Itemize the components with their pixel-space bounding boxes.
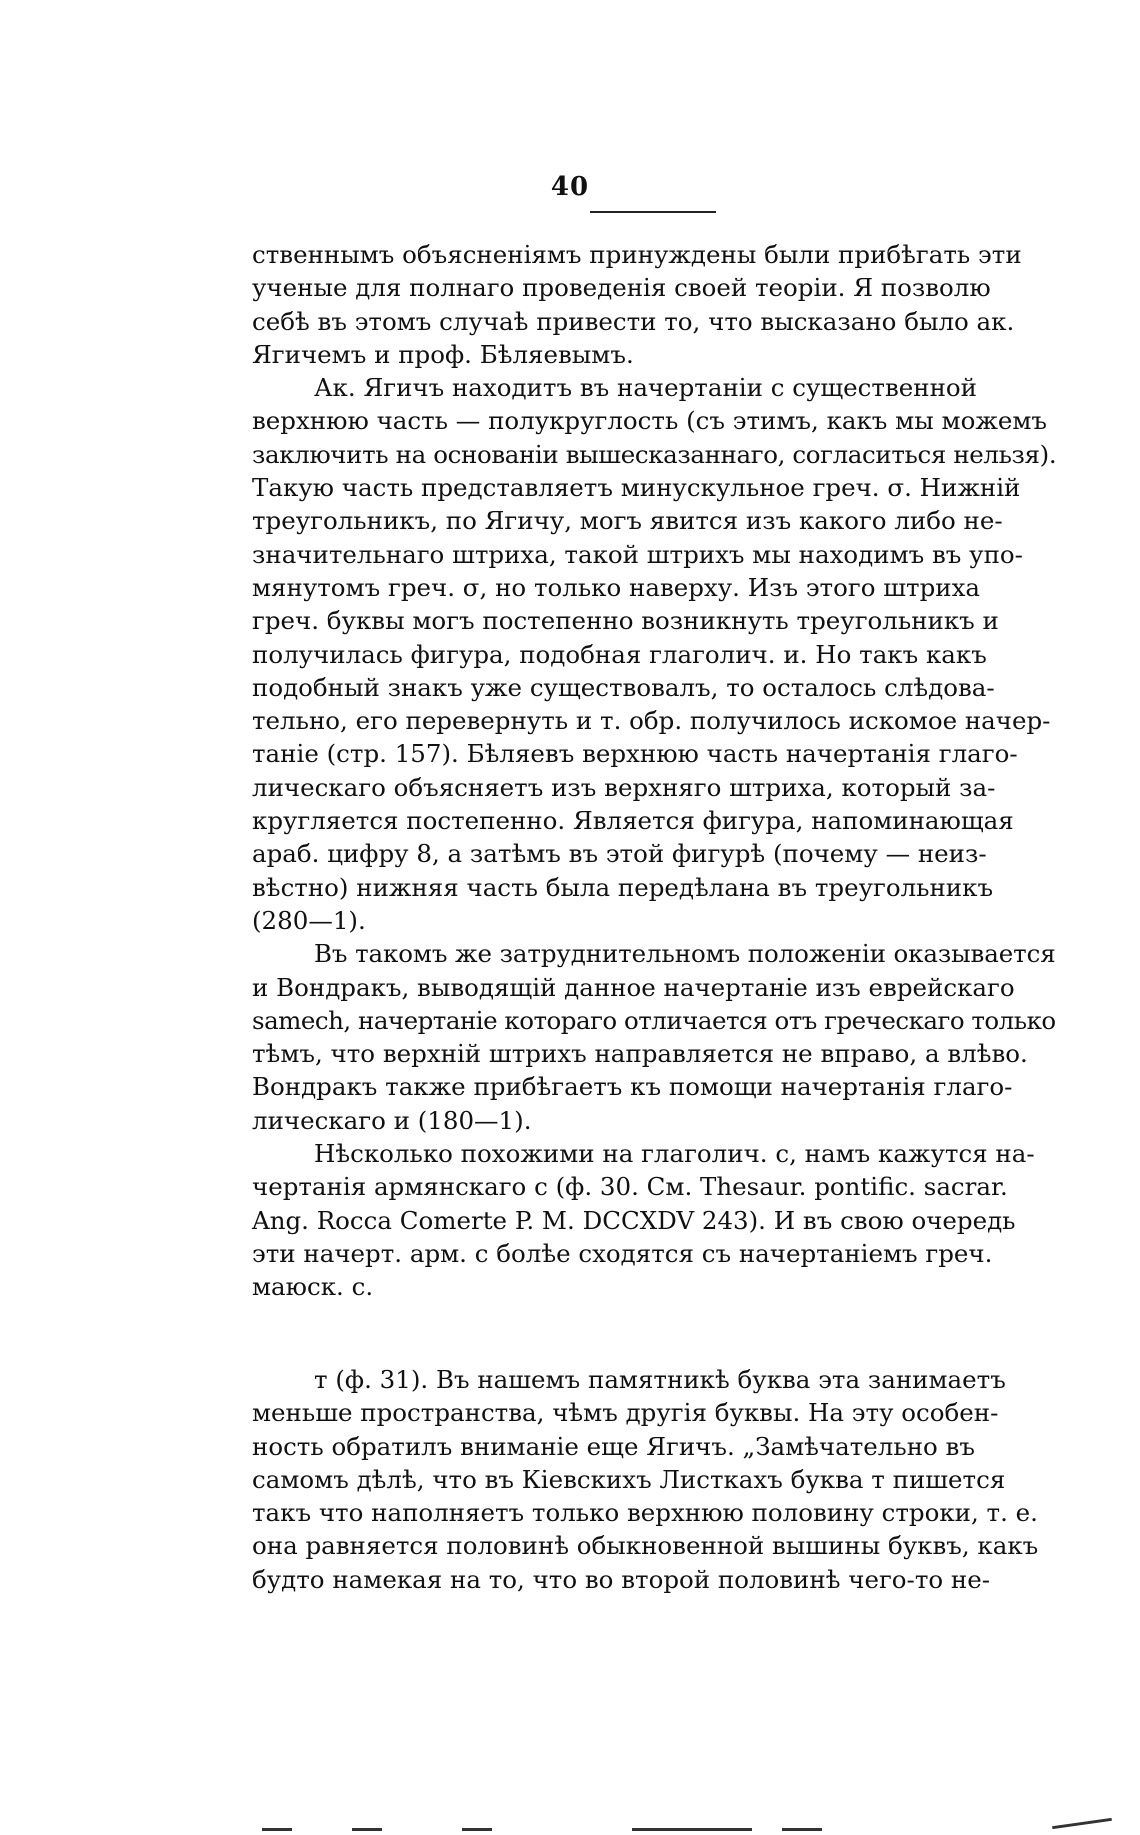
text-line: лическаго объясняетъ изъ верхняго штриха, который за- [252,772,996,802]
text-line: Въ такомъ же затруднительномъ положеніи оказывается [314,939,1056,969]
text-line: вѣстно) нижняя часть была передѣлана въ треугольникъ [252,872,994,902]
text-line: эти начерт. арм. с болѣе сходятся съ начертаніемъ греч. [252,1238,993,1268]
text-block-main [252,238,1056,1304]
text-line: Такую часть представляетъ минускульное греч. σ. Нижній [252,473,1021,503]
text-line: ственнымъ объясненіямъ принуждены были прибѣгать эти [252,240,1022,269]
text-line: Вондракъ также прибѣгаетъ къ помощи начертанія глаго- [252,1072,1013,1102]
text-line: тѣмъ, что верхній штрихъ направляется не вправо, а влѣво. [252,1039,1028,1069]
scan-edge-mark [352,1828,382,1831]
text-line: т (ф. 31). Въ нашемъ памятникѣ буква эта занимаетъ [314,1365,1006,1394]
text-line: она равняется половинѣ обыкновенной вышины буквъ, какъ [252,1531,1039,1561]
text-line: тельно, его перевернуть и т. обр. получилось искомое начер- [252,706,1051,736]
text-line: греч. буквы могъ постепенно возникнуть треугольникъ и [252,606,999,636]
text-line: араб. цифру 8, а затѣмъ въ этой фигурѣ (почему — неиз- [252,839,987,869]
scan-edge-mark [782,1828,822,1831]
scan-edge-mark [1052,1818,1112,1829]
text-line: ученые для полнаго проведенія своей теоріи. Я позволю [252,273,991,303]
text-line: самомъ дѣлѣ, что въ Кіевскихъ Листкахъ буква т пишется [252,1464,1006,1494]
text-line: такъ что наполняетъ только верхнюю половину строки, т. е. [252,1498,1038,1528]
text-block-letter-t [252,1363,1056,1596]
text-line: получилась фигура, подобная глаголич. и. Но такъ какъ [252,639,987,669]
page-number: 40 [550,172,590,202]
page-number-rule [590,211,716,213]
text-line: samech, начертаніе котораго отличается отъ греческаго только [252,1005,1056,1035]
text-line: Ягичемъ и проф. Бѣляевымъ. [252,339,634,369]
text-line: Нѣсколько похожими на глаголич. с, намъ кажутся на- [314,1139,1035,1169]
scan-edge-mark [262,1828,292,1831]
text-line: ность обратилъ вниманіе еще Ягичъ. „Замѣчательно въ [252,1431,975,1461]
text-line: подобный знакъ уже существовалъ, то осталось слѣдова- [252,672,995,702]
text-line: кругляется постепенно. Является фигура, напоминающая [252,806,1014,836]
text-line: будто намекая на то, что во второй половинѣ чего-то не- [252,1564,991,1594]
text-line: таніе (стр. 157). Бѣляевъ верхнюю часть начертанія глаго- [252,739,1018,769]
text-line: себѣ въ этомъ случаѣ привести то, что высказано было ак. [252,306,1015,336]
text-line: лическаго и (180—1). [252,1105,532,1135]
text-line: (280—1). [252,905,366,935]
text-line: значительнаго штриха, такой штрихъ мы находимъ въ упо- [252,539,1023,569]
text-line: мянутомъ греч. σ, но только наверху. Изъ этого штриха [252,572,981,602]
text-line: Ang. Rocca Comerte P. M. DCCXDV 243). И въ свою очередь [252,1205,1016,1235]
text-line: треугольникъ, по Ягичу, могъ явится изъ какого либо не- [252,506,1003,536]
text-line: заключить на основаніи вышесказаннаго, согласиться нельзя). [252,439,1057,469]
text-line: Ак. Ягичъ находитъ въ начертаніи с существенной [314,373,977,403]
text-line: чертанія армянскаго с (ф. 30. См. Thesaur. pontific. sacrar. [252,1172,1008,1202]
scan-edge-mark [632,1828,752,1831]
scan-edge-mark [462,1828,492,1831]
text-line: и Вондракъ, выводящій данное начертаніе изъ еврейскаго [252,972,1015,1002]
text-line: маюск. с. [252,1272,374,1302]
text-line: верхнюю часть — полукруглость (съ этимъ, какъ мы можемъ [252,406,1048,436]
text-line: меньше пространства, чѣмъ другія буквы. На эту особен- [252,1398,999,1428]
